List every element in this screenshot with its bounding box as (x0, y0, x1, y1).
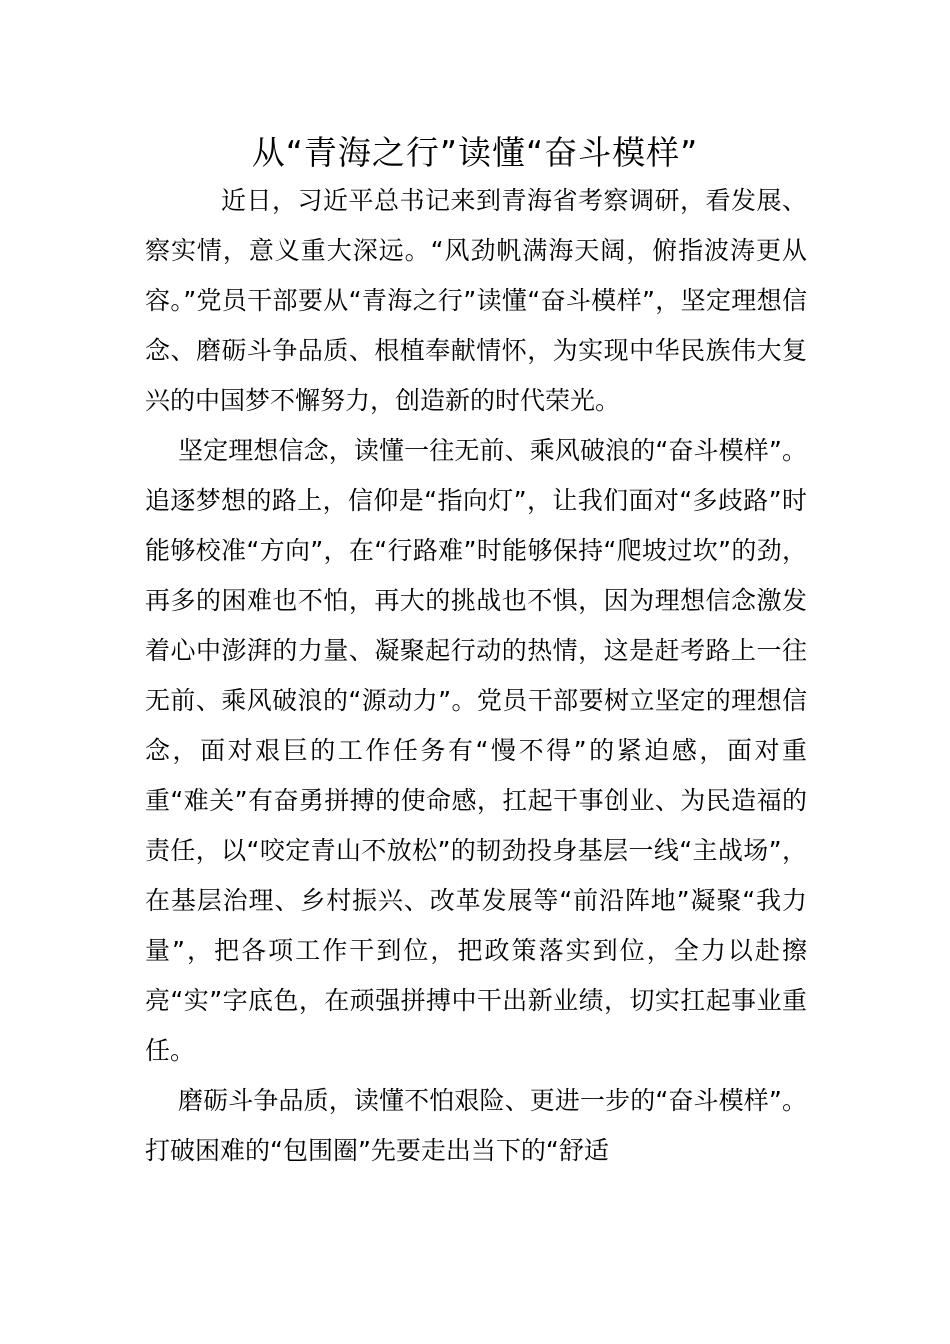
paragraph-intro: 近日，习近平总书记来到青海省考察调研，看发展、察实情，意义重大深远。“风劲帆满海天阔，俯指波涛更从容。”党员干部要从“青海之行”读懂“奋斗模样”，坚定理想信念、磨砺斗争品质、根植奉献情怀，为实现中华民族伟大复兴的中国梦不懈努力，创造新的时代荣光。 (145, 186, 807, 415)
document-body (145, 176, 807, 1176)
paragraph-ideals: 坚定理想信念，读懂一往无前、乘风破浪的“奋斗模样”。追逐梦想的路上，信仰是“指向灯”，让我们面对“多歧路”时能够校准“方向”，在“行路难”时能够保持“爬坡过坎”的劲，再多的困难也不怕，再大的挑战也不惧，因为理想信念激发着心中澎湃的力量、凝聚起行动的热情，这是赶考路上一往无前、乘风破浪的“源动力”。党员干部要树立坚定的理想信念，面对艰巨的工作任务有“慢不得”的紧迫感，面对重重“难关”有奋勇拼搏的使命感，扛起干事创业、为民造福的责任，以“咬定青山不放松”的韧劲投身基层一线“主战场”，在基层治理、乡村振兴、改革发展等“前沿阵地”凝聚“我力量”，把各项工作干到位，把政策落实到位，全力以赴擦亮“实”字底色，在顽强拼搏中干出新业绩，切实扛起事业重任。 (145, 436, 807, 1065)
document-title: 从“青海之行”读懂“奋斗模样” (251, 133, 699, 172)
paragraph-struggle: 磨砺斗争品质，读懂不怕艰险、更进一步的“奋斗模样”。打破困难的“包围圈”先要走出当下的“舒适 (145, 1086, 807, 1165)
